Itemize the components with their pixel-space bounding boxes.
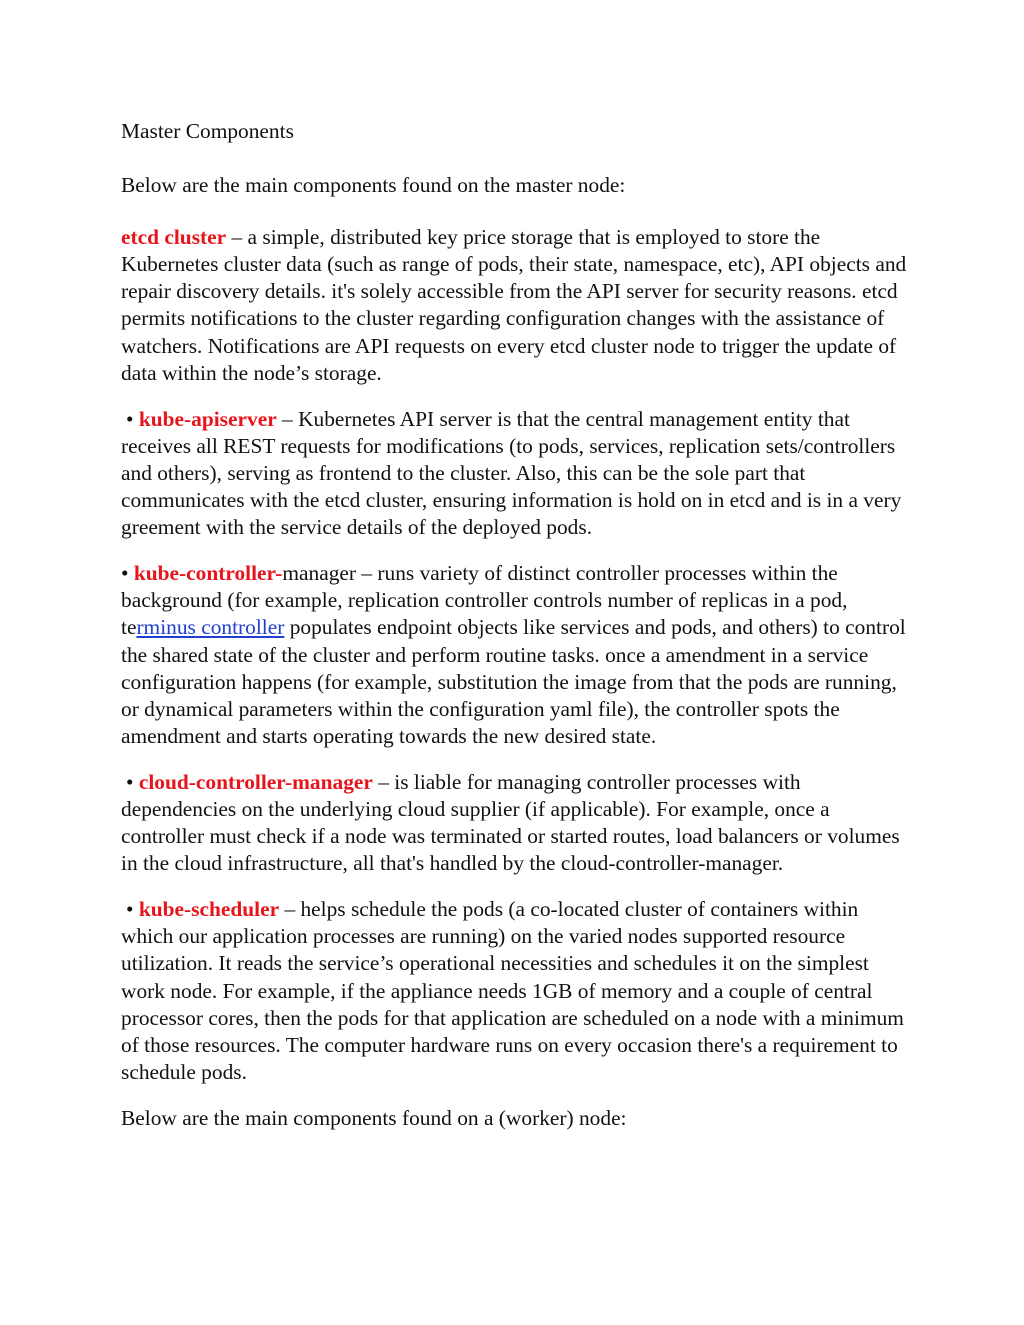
cloud-controller-manager-paragraph bbox=[121, 769, 914, 877]
scheduler-paragraph bbox=[121, 896, 914, 1086]
etcd-description: – a simple, distributed key price storage that is employed to store the Kubernetes cluster data (such as range of pods, their state, namespace, etc), API objects and repair discovery details. it's solely accessible from the API server for security reasons. etcd permits notifications to the cluster regarding configuration changes with the assistance of watchers. Notifications are API requests on every etcd cluster node to trigger the update of data within the node’s storage. bbox=[121, 225, 907, 385]
bullet: • bbox=[126, 406, 139, 431]
controller-manager-description-end: populates endpoint objects like services and pods, and others) to control the shared state of the cluster and perform routine tasks. once a amendment in a service configuration happens (for example, substitution the image from that the pods are running, or dynamical parameters within the configuration yaml file), the controller spots the amendment and starts operating towards the new desired state. bbox=[121, 615, 906, 748]
bullet: • bbox=[121, 561, 134, 586]
etcd-paragraph bbox=[121, 224, 914, 387]
scheduler-term: kube-scheduler bbox=[138, 897, 280, 922]
controller-manager-term: kube-controller- bbox=[133, 561, 283, 586]
etcd-term: etcd cluster bbox=[121, 225, 227, 250]
scheduler-description: – helps schedule the pods (a co-located cluster of containers within which our application processes are running) on the varied nodes supported resource utilization. It reads the service’s operational necessities and schedules it on the simplest work node. For example, if the appliance needs 1GB of memory and a couple of central processor cores, then the pods for that application are scheduled on a node with a minimum of those resources. The computer hardware runs on every occasion there's a requirement to schedule pods. bbox=[121, 897, 904, 1084]
worker-intro: Below are the main components found on a (worker) node: bbox=[121, 1105, 627, 1130]
apiserver-paragraph bbox=[121, 406, 914, 541]
bullet: • bbox=[126, 769, 139, 794]
apiserver-term: kube-apiserver bbox=[138, 406, 277, 431]
bullet: • bbox=[126, 897, 139, 922]
master-intro: Below are the main components found on the master node: bbox=[121, 173, 626, 198]
apiserver-description: – Kubernetes API server is that the central management entity that receives all REST requests for modifications (to pods, services, replication sets/controllers and others), serving as frontend to the cluster. Also, this can be the sole part that communicates with the etcd cluster, ensuring information is hold on in etcd and is in a very greement with the service details of the deployed pods. bbox=[121, 406, 902, 540]
controller-manager-paragraph bbox=[121, 560, 914, 750]
cloud-controller-manager-term: cloud-controller-manager bbox=[138, 769, 373, 794]
terminus-controller-link[interactable]: rminus controller bbox=[136, 615, 285, 640]
page-heading: Master Components bbox=[121, 119, 294, 143]
cloud-controller-manager-description: – is liable for managing controller processes with dependencies on the underlying cloud supplier (if applicable). For example, once a controller must check if a node was terminated or started routes, load balancers or volumes in the cloud infrastructure, all that's handled by the cloud-controller-manager. bbox=[121, 769, 900, 876]
controller-manager-description-start: manager – runs variety of distinct controller processes within the background (for example, replication controller controls number of replicas in a pod, te bbox=[121, 561, 848, 640]
